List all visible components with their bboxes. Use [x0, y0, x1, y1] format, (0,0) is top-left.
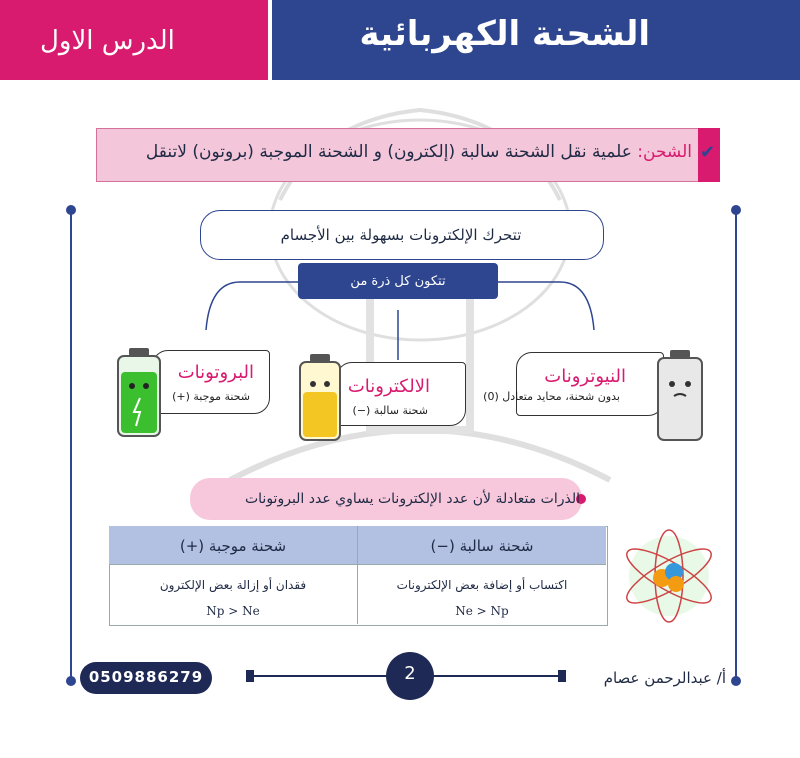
check-icon: ✔ — [700, 142, 716, 163]
gray-battery-icon — [650, 348, 710, 444]
neutrons-desc: بدون شحنة، محايد متعادل (0) — [483, 390, 620, 403]
electrons-title: الالكترونات — [347, 376, 430, 397]
neutrons-title: النيوترونات — [544, 366, 626, 387]
protons-desc: شحنة موجبة (+) — [172, 390, 250, 403]
lesson-label: الدرس الاول — [40, 26, 175, 56]
table-header-positive: شحنة موجبة (+) — [179, 537, 287, 555]
page-title: الشحنة الكهربائية — [359, 14, 650, 54]
yellow-battery-icon — [294, 352, 346, 444]
footer-plug-right — [558, 670, 566, 682]
footer-plug-left — [246, 670, 254, 682]
table-header-negative: شحنة سالبة (−) — [430, 537, 534, 555]
author-name: أ/ عبدالرحمن عصام — [603, 669, 726, 687]
definition-label: الشحن: — [637, 142, 692, 162]
neutral-atom-text: الذرات متعادلة لأن عدد الإلكترونات يساوي عدد البروتونات — [244, 491, 580, 507]
page-number: 2 — [404, 663, 416, 684]
atom-composition-text: تتكون كل ذرة من — [350, 274, 446, 289]
green-battery-icon — [112, 346, 166, 440]
table-cell-positive-desc: فقدان أو إزالة بعض الإلكترون — [159, 578, 307, 592]
phone-number: 0509886279 — [88, 668, 204, 686]
table-cell-negative-formula: Ne > Np — [455, 604, 509, 618]
atom-icon — [614, 526, 724, 626]
table-cell-positive-formula: Np > Ne — [206, 604, 260, 618]
electron-movement-text: تتحرك الإلكترونات بسهولة بين الأجسام — [280, 226, 522, 244]
table-row-divider — [109, 564, 606, 565]
footer-line-right — [434, 675, 564, 677]
footer-line-left — [248, 675, 386, 677]
electrons-desc: شحنة سالبة (−) — [352, 404, 428, 417]
table-cell-negative-desc: اكتساب أو إضافة بعض الإلكترونات — [396, 578, 568, 592]
definition-body: علمية نقل الشحنة سالبة (إلكترون) و الشحنة الموجبة (بروتون) لاتنقل — [145, 142, 632, 162]
protons-title: البروتونات — [177, 362, 254, 383]
